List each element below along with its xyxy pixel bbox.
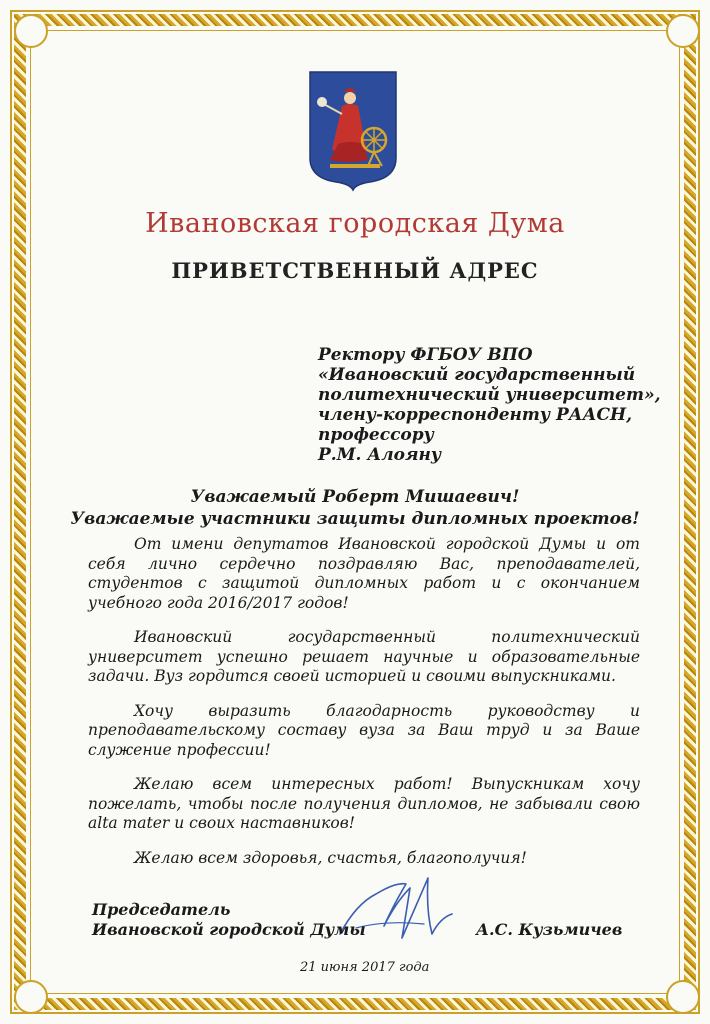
- addressee-line: члену-корреспонденту РААСН,: [318, 405, 632, 425]
- body-paragraph: Хочу выразить благодарность руководству и преподавательскому составу вуза за Ваш труд и за Ваше служение профессии!: [88, 701, 640, 759]
- body-paragraph: Желаю всем здоровья, счастья, благополучия!: [134, 848, 527, 867]
- signer-title: [92, 900, 392, 940]
- document-title: ПРИВЕТСТВЕННЫЙ АДРЕС: [171, 258, 539, 283]
- border-corner-ornament: [666, 14, 700, 48]
- addressee-line: профессору: [318, 425, 434, 445]
- border-corner-ornament: [14, 980, 48, 1014]
- signer-title-line: Председатель: [92, 900, 231, 919]
- border-corner-ornament: [14, 14, 48, 48]
- border-corner-ornament: [666, 980, 700, 1014]
- addressee-line: политехнический университет»,: [318, 385, 661, 405]
- greeting-line: Уважаемый Роберт Мишаевич!: [190, 487, 520, 507]
- greeting-block: [60, 486, 650, 530]
- addressee-line: Ректору ФГБОУ ВПО: [318, 345, 533, 365]
- coat-of-arms-icon: [308, 70, 398, 192]
- signer-title-line: Ивановской городской Думы: [92, 920, 366, 939]
- document-date: 21 июня 2017 года: [300, 960, 430, 975]
- council-name: Ивановская городская Дума: [145, 208, 565, 239]
- body-paragraph: Желаю всем интересных работ! Выпускникам хочу пожелать, чтобы после получения дипломов, не забывали свою alta mater и своих наставников!: [88, 775, 640, 832]
- letter-body: [88, 535, 640, 883]
- addressee-line: «Ивановский государственный: [318, 365, 636, 385]
- body-paragraph: От имени депутатов Ивановской городской Думы и от себя лично сердечно поздравляю Вас, преподавателей, студентов с защитой дипломных работ и с окончанием учебного года 2016/2017 годов!: [88, 535, 640, 612]
- greeting-line: Уважаемые участники защиты дипломных проектов!: [70, 509, 640, 529]
- body-paragraph: Ивановский государственный политехнический университет успешно решает научные и образовательные задачи. Вуз гордится своей историей и своими выпускниками.: [88, 628, 640, 685]
- signer-name: А.С. Кузьмичев: [476, 920, 623, 939]
- addressee-line: Р.М. Алояну: [318, 445, 442, 465]
- addressee-block: [318, 345, 661, 465]
